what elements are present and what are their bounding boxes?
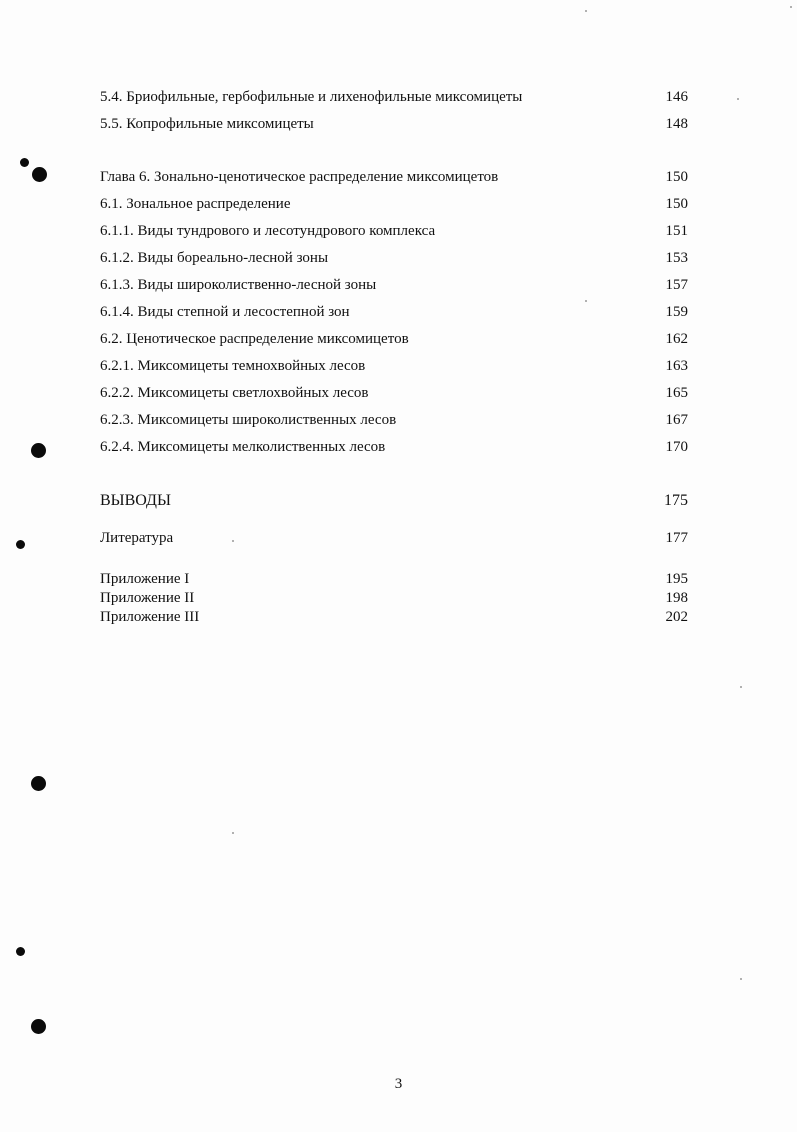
binder-hole-mark bbox=[31, 776, 46, 791]
toc-entry-page: 165 bbox=[665, 385, 688, 401]
toc-entry-title: 6.1.4. Виды степной и лесостепной зон bbox=[100, 304, 350, 320]
scan-speck bbox=[740, 978, 742, 980]
toc-entry-6-2-2[interactable] bbox=[100, 380, 690, 407]
toc-entry-page: 148 bbox=[665, 116, 688, 132]
toc-entry-title: Литература bbox=[100, 530, 174, 546]
toc-entry-title: 6.2.3. Миксомицеты широколиственных лесов bbox=[100, 412, 397, 428]
toc-entry-literature[interactable] bbox=[100, 525, 690, 552]
toc-entry-appendix-3[interactable] bbox=[100, 608, 690, 627]
spacer bbox=[100, 514, 690, 525]
toc-entry-page: 159 bbox=[665, 304, 688, 320]
binder-hole-mark bbox=[32, 167, 47, 182]
toc-entry-title: Глава 6. Зонально-ценотическое распределение миксомицетов bbox=[100, 169, 499, 185]
toc-entry-5-4[interactable] bbox=[100, 84, 690, 111]
scan-speck bbox=[737, 98, 739, 100]
toc-entry-chapter-6[interactable] bbox=[100, 164, 690, 191]
toc-entry-page: 177 bbox=[665, 530, 688, 546]
scan-speck bbox=[232, 832, 234, 834]
toc-entry-page: 163 bbox=[665, 358, 688, 374]
toc-entry-title: 6.1.3. Виды широколиственно-лесной зоны bbox=[100, 277, 377, 293]
toc-entry-page: 146 bbox=[665, 89, 688, 105]
toc-entry-6-1-2[interactable] bbox=[100, 245, 690, 272]
toc-entry-title: 6.2.1. Миксомицеты темнохвойных лесов bbox=[100, 358, 366, 374]
toc-entry-5-5[interactable] bbox=[100, 111, 690, 138]
toc-entry-title: 6.1.1. Виды тундрового и лесотундрового комплекса bbox=[100, 223, 436, 239]
page-number: 3 bbox=[394, 1076, 403, 1092]
binder-hole-mark bbox=[16, 540, 25, 549]
binder-hole-mark bbox=[16, 947, 25, 956]
toc-entry-page: 151 bbox=[665, 223, 688, 239]
binder-hole-mark bbox=[31, 1019, 46, 1034]
toc-entry-title: 6.2.4. Миксомицеты мелколиственных лесов bbox=[100, 439, 386, 455]
scan-speck bbox=[790, 6, 792, 8]
toc-entry-page: 150 bbox=[665, 196, 688, 212]
toc-entry-6-1-1[interactable] bbox=[100, 218, 690, 245]
toc-entry-title: 6.1.2. Виды бореально-лесной зоны bbox=[100, 250, 329, 266]
toc-entry-title: Приложение I bbox=[100, 571, 190, 587]
toc-entry-page: 170 bbox=[665, 439, 688, 455]
binder-hole-mark bbox=[20, 158, 29, 167]
toc-entry-title: ВЫВОДЫ bbox=[100, 492, 171, 509]
toc-entry-6-2-1[interactable] bbox=[100, 353, 690, 380]
toc-entry-conclusions[interactable] bbox=[100, 487, 690, 514]
toc-entry-6-2[interactable] bbox=[100, 326, 690, 353]
scan-speck bbox=[740, 686, 742, 688]
toc-entry-6-1-3[interactable] bbox=[100, 272, 690, 299]
toc-entry-title: 6.2. Ценотическое распределение миксомицетов bbox=[100, 331, 409, 347]
toc-entry-title: 5.4. Бриофильные, гербофильные и лихенофильные миксомицеты bbox=[100, 89, 523, 105]
toc-entry-page: 162 bbox=[665, 331, 688, 347]
toc-entry-title: Приложение II bbox=[100, 590, 195, 606]
toc-entry-title: 5.5. Копрофильные миксомицеты bbox=[100, 116, 314, 132]
table-of-contents bbox=[100, 84, 690, 627]
toc-entry-page: 167 bbox=[665, 412, 688, 428]
toc-entry-appendix-1[interactable] bbox=[100, 570, 690, 589]
toc-entry-6-1-4[interactable] bbox=[100, 299, 690, 326]
toc-entry-6-2-4[interactable] bbox=[100, 434, 690, 461]
toc-entry-title: Приложение III bbox=[100, 609, 200, 625]
toc-entry-page: 195 bbox=[665, 571, 688, 587]
binder-hole-mark bbox=[31, 443, 46, 458]
toc-entry-page: 153 bbox=[665, 250, 688, 266]
toc-entry-6-2-3[interactable] bbox=[100, 407, 690, 434]
spacer bbox=[100, 461, 690, 487]
toc-entry-title: 6.2.2. Миксомицеты светлохвойных лесов bbox=[100, 385, 369, 401]
toc-entry-page: 175 bbox=[664, 492, 688, 509]
scan-speck bbox=[585, 10, 587, 12]
toc-entry-page: 202 bbox=[665, 609, 688, 625]
toc-entry-page: 157 bbox=[665, 277, 688, 293]
toc-entry-6-1[interactable] bbox=[100, 191, 690, 218]
toc-entry-appendix-2[interactable] bbox=[100, 589, 690, 608]
toc-entry-page: 198 bbox=[665, 590, 688, 606]
toc-entry-title: 6.1. Зональное распределение bbox=[100, 196, 291, 212]
spacer bbox=[100, 552, 690, 570]
toc-entry-page: 150 bbox=[665, 169, 688, 185]
spacer bbox=[100, 138, 690, 164]
